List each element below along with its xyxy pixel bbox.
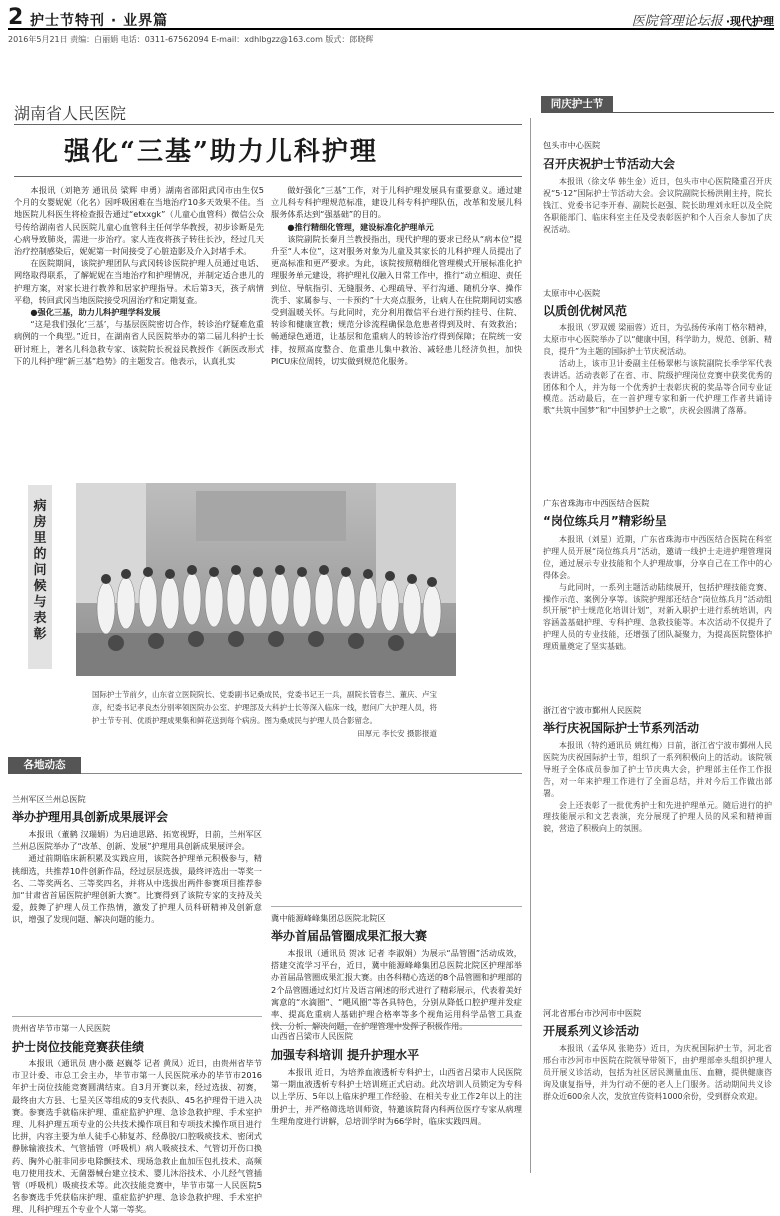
- main-column-2: [271, 184, 522, 474]
- paragraph: 在医院期间，该院护理团队与武冈转诊医院护理人员通过电话、网络取得联系，了解妮妮在当地治疗和护理情况，并制定适合患儿的护理方案，对家长进行教养和居家护理指导。术后第3天，孩子病情平稳，转回武冈当地医院接受巩固治疗和定期复查。: [14, 258, 264, 305]
- main-column-1: [14, 184, 264, 474]
- brand-name: 医院管理论坛报: [631, 14, 723, 29]
- article-body: [543, 740, 772, 855]
- section-title: 护士节特刊 · 业界篇: [30, 13, 169, 29]
- article-hospital: 包头市中心医院: [543, 140, 601, 150]
- paragraph: 本报讯（徐文华 韩生金）近日，包头市中心医院隆重召开庆祝“5·12”国际护士节活动大会。会议院副院长杨洪刚主持，院长钱江、党委书记李开春、副院长赵强、院长助理刘永旺以及全院各职能部门、临床科室主任及受表彰医护和个人百余人参加了庆祝活动。: [543, 177, 772, 234]
- article-hospital: 贵州省毕节市第一人民医院: [12, 1023, 111, 1033]
- photo-caption: [92, 688, 437, 740]
- article-hospital: 兰州军区兰州总医院: [12, 794, 86, 804]
- right-section-tag: 同庆护士节: [541, 96, 613, 113]
- article-body: [543, 534, 772, 702]
- article-title: 召开庆祝护士节活动大会: [543, 157, 676, 171]
- paragraph: 活动上，该市卫计委副主任杨翠彬与该院副院长季学军代表表讲话。活动表彰了在省、市、院级护理岗位竞赛中获奖优秀的团体和个人，并为每一个优秀护士表彰庆祝的奖品等合同专业证模范。活动最后，在一首护理专家和新一代护理工作者共诵诗歌“共筑中国梦”和“中国梦护士之歌”，庆祝会圆满了落幕。: [543, 358, 772, 416]
- article-body-cont: [271, 790, 522, 905]
- divider: [271, 1025, 522, 1026]
- article-title: “岗位练兵月”精彩纷呈: [543, 514, 667, 528]
- main-headline: 强化“三基”助力儿科护理: [64, 137, 378, 167]
- article-hospital: 太原市中心医院: [543, 288, 601, 298]
- paragraph: 做好强化“三基”工作，对于儿科护理发展具有重要意义。通过建立儿科专科护理规范标准，建设儿科专科护理队伍，改革和发展儿科服务体系达到“强基础”的目的。: [271, 185, 522, 220]
- right-section-bar: [541, 96, 774, 113]
- regional-news-bar: [8, 757, 522, 774]
- side-banner: [28, 485, 52, 669]
- article-title: 举办首届品管圈成果汇报大赛: [271, 929, 428, 943]
- paragraph: 本报讯（通讯员 贺冰 记者 李淑娟）为展示“品管圈”活动成效，搭建交流学习平台，近日，冀中能源峰峰集团总医院北院区护理部举办首届品管圈成果汇报大赛。由各科精心选送的8个品管圈和护理部的2个品管圈通过幻灯片及语言阐述的形式进行了精彩展示，代表着美好寓意的“水滴圈”、“飓风圈”等各具特色，分别从降低口腔护理并发症率、提高危重病人基础护理合格率等多个视角运用科学品管工具查找、分析、解决问题，在护理管理中发挥了积极作用。: [271, 948, 522, 1032]
- paragraph: 本报讯（刘艳芳 通讯员 梁辉 申勇）湖南省邵阳武冈市由生仅5个月的女婴妮妮（化名）因呼吸困难在当地治疗10多天效果不佳。当地医院儿科医生将检查报告通过“etxxgk”（儿童心血管科）微信公众号传给湖南省人民医院儿童心血管科主任何学华教授，初步诊断是先心病导致肺炎，需进一步治疗。家人连夜将孩子转往长沙，经过几天治疗控制感染后，妮妮第一时间接受了心脏造影及介入封堵手术。: [14, 185, 264, 257]
- paragraph: 本报讯（孟华风 张艳芬）近日，为庆祝国际护士节，河北省邢台市沙河市中医院在院领导带领下，由护理部牵头组织护理人员开展义诊活动，包括为社区居民测量血压、血糖，提供健康咨询及康复指导，并为行动不便的老人上门服务。活动期间共义诊群众近600余人次，发放宣传资料1000余份，受到群众欢迎。: [543, 1044, 772, 1101]
- edition-name: ·现代护理: [725, 15, 774, 28]
- paragraph: 该院副院长秦月兰教授指出，现代护理的要求已经从“病本位”提升至“人本位”，这对服务对象为儿童及其家长的儿科护理人员提出了更高标准和更严要求。为此，该院按照精细化管理模式开展标准化护理服务单元建设，将护理礼仪融入日常工作中，推行“动立相迎、责任到位、导航指引、无缝服务、心理疏导、平行沟通、随机分享、操作洗手、家属参与、一卡预约”十大亮点服务，让病人在住院期间切实感受到温暖关怀。与此同时，充分利用微信平台进行预约挂号、住院、转诊和健康宣教；规范分诊流程确保急危患者得到及时、有效救治；畅通绿色通道，让基层和危重病人的转诊治疗得到保障；在院统一安排，按照高度整合、危重患儿集中救治、减轻患儿经济负担，加快PICU床位周转，切实做到规范化服务。: [271, 233, 522, 366]
- paragraph: “这是我们强化‘三基’，与基层医院密切合作，转诊治疗疑难危重病例的一个典型。”近日，在湖南省人民医院举办的第二届儿科护士长研讨班上，著名儿科急救专家、该院院长祝益民教授作《新医改形式下的儿科护理“新三基”趋势》的主题发言。他表示，认真扎实: [14, 319, 264, 366]
- side-banner-text: 病房里的问候与表彰: [33, 499, 47, 642]
- paragraph: 通过前期临床新积累及实践应用，该院各护理单元积极参与，精挑细选，共推荐10件创新作品，经过层层选拔，最终评选出一等奖一名、二等奖两名、三等奖四名，并将从中选拔出两件参赛项目推荐参加“甘肃省首届医院护理创新大赛”。比赛得到了该院专家的支持及关爱，鼓舞了护理人员工作热情，激发了护理人员科研精神及创新意识，增强了发现问题、解决问题的能力。: [12, 853, 262, 925]
- divider: [14, 124, 522, 125]
- article-title: 护士岗位技能竞赛获佳绩: [12, 1040, 145, 1054]
- article-body: [543, 176, 772, 283]
- paragraph: 与此同时，一系列主题活动陆续展开，包括护理技能竞赛、操作示范、案例分享等。该院护理部还结合“岗位练兵月”活动组织开展“护士规范化培训计划”，对新入职护士进行系统培训，内容涵盖基础护理、专科护理、急救技能等。本次活动不仅提升了护理人员的专业技能，还增强了团队凝聚力，为提高医院整体护理质量奠定了坚实基础。: [543, 582, 772, 652]
- page-number: 2: [8, 5, 24, 30]
- paragraph: 本报讯（罗双媛 梁丽蓉）近日，为弘扬传承南丁格尔精神，太原市中心医院举办了以“健康中国，科学助力，规范、创新、精良，提升”为主题的国际护士节庆祝活动。: [543, 323, 772, 356]
- sub-heading: ●推行精细化管理，建设标准化护理单元: [287, 221, 434, 232]
- article-body: [12, 1057, 262, 1215]
- paragraph: 会上还表彰了一批优秀护士和先进护理单元。随后进行的护理技能展示和文艺表演，充分展现了护理人员的风采和精神面貌，营造了积极向上的氛围。: [543, 800, 772, 834]
- article-hospital: 山西省吕梁市人民医院: [271, 1031, 353, 1041]
- paragraph: 本报讯（通讯员 唐小薇 赵巍苓 记者 黄凤）近日，由贵州省毕节市卫计委、市总工会主办，毕节市第一人民医院承办的毕节市2016年护士岗位技能竞赛圆满结束。自3月开赛以来，经过选拔、初赛，最终由大方县、七星关区等组成的9支代表队、45名护理骨干进入决赛。参赛选手就临床护理、重症监护护理、急诊急救护理、手术室护理、儿科护理五项专业的公共技术操作项目和专项技术操作项目进行比拼，内容主要为单人徒手心肺复苏、经鼻胶/口腔吸痰技术、密闭式静脉输液技术、气管插管（呼吸机）病人吸痰技术、气管切开伤口换药、胸外心脏非同步电除颤技术、现场急救止血加压包扎技术、高频电刀使用技术、无菌器械台建立技术、婴儿沐浴技术、小儿经气管插管（呼吸机）吸痰技术等。此次技能竞赛中，毕节市第一人民医院5名参赛选手凭获临床护理、重症监护护理、急诊急救护理、手术室护理、儿科护理五个专业个人第一等奖。: [12, 1058, 262, 1215]
- newspaper-brand: [632, 10, 774, 29]
- divider: [271, 906, 522, 907]
- regional-news-tag: 各地动态: [8, 757, 81, 774]
- article-hospital: 冀中能源峰峰集团总医院北院区: [271, 913, 386, 923]
- article-body: [271, 1066, 522, 1178]
- group-photo: [76, 483, 456, 676]
- article-hospital: 广东省珠海市中西医结合医院: [543, 498, 650, 508]
- column-divider: [530, 118, 531, 1173]
- article-hospital: 河北省邢台市沙河市中医院: [543, 1008, 642, 1018]
- article-title: 开展系列义诊活动: [543, 1024, 640, 1038]
- article-body: [543, 1043, 772, 1175]
- paragraph: 本报讯（董鹤 汉瑞娟）为启迪思路、拓宽视野，日前，兰州军区兰州总医院举办了“改革、创新、发展”护理用具创新成果展评会。: [12, 829, 262, 852]
- masthead: [8, 5, 774, 30]
- article-hospital: 浙江省宁波市鄞州人民医院: [543, 705, 642, 715]
- article-body: [543, 322, 772, 480]
- article-title: 举办护理用具创新成果展评会: [12, 810, 169, 824]
- paragraph: 本报讯 近日，为培养血液透析专科护士，山西省吕梁市人民医院第一期血液透析专科护士培训班正式启动。此次培训人员锁定为专科以上学历、5年以上临床护理工作经验、在相关专业工作2年以上的注册护士，并严格筛选培训师资，特邀该院肾内科两位医疗专家从病理生理角度进行讲解，总培训学时为66学时，临床实践四周。: [271, 1067, 522, 1126]
- photo-credit: 田厚元 李长安 摄影报道: [357, 729, 437, 738]
- divider: [14, 176, 522, 177]
- main-hospital: 湖南省人民医院: [14, 104, 127, 123]
- article-title: 以质创优树风范: [543, 304, 628, 318]
- meta-line: 2016年5月21日 责编：白丽娟 电话：0311-67562094 E-mail：xdhlbgzz@163.com 版式：郎晓辉: [8, 35, 374, 44]
- article-body: [12, 828, 262, 1018]
- divider: [12, 1016, 262, 1017]
- sub-heading: ●强化三基，助力儿科护理学科发展: [30, 307, 161, 318]
- article-title: 举行庆祝国际护士节系列活动: [543, 721, 700, 735]
- paragraph: 本报讯（刘星）近期，广东省珠海市中西医结合医院在科室护理人员开展“岗位练兵月”活动，邀请一线护士走进护理管理岗位，通过展示专业技能和个人护理故事，分享自己在工作中的心得体会。: [543, 535, 772, 580]
- article-title: 加强专科培训 提升护理水平: [271, 1048, 420, 1062]
- paragraph: 本报讯（特约通讯员 姚红梅）日前，浙江省宁波市鄞州人民医院为庆祝国际护士节，组织了一系列积极向上的活动。该院领导班子全体成员参加了护士节庆典大会，护理部主任作工作报告，对一年来护理工作进行了全面总结，并对今后工作做出部署。: [543, 741, 772, 798]
- photo-caption-text: 国际护士节前夕，山东省立医院院长、党委副书记桑成民，党委书记王一兵，副院长管春兰、董庆、卢宝彦，纪委书记孝良杰分别率领医院办公室、护理部及大科护士长等深入临床一线，慰问广大护理人员，将护士节专刊、优质护理成果集和鲜花送到每个病房。图为桑成民与护理人员合影留念。: [92, 690, 437, 725]
